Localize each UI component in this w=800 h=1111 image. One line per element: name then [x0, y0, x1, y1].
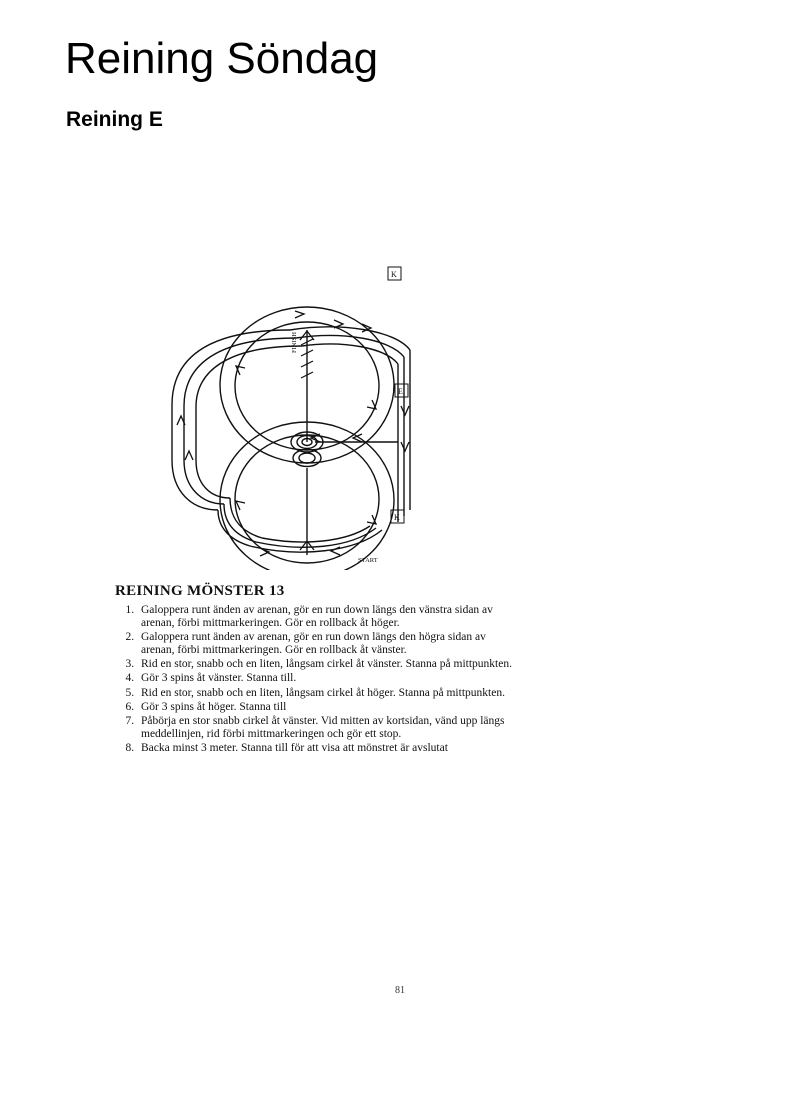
page-number: 81 — [395, 985, 405, 996]
finish-label: FINISH — [291, 332, 298, 353]
start-label: START — [358, 557, 378, 564]
list-item: 7. Påbörja en stor snabb cirkel åt vänster. Vid mitten av kortsidan, vänd upp längs meddellinjen, rid förbi mittmarkeringen och gör ett stop. — [137, 715, 515, 741]
marker-top-label: K — [391, 270, 397, 279]
marker-middle-label: E — [398, 387, 403, 396]
list-item: 6. Gör 3 spins åt höger. Stanna till — [137, 701, 515, 714]
pattern-instructions — [115, 583, 515, 757]
list-item: 4. Gör 3 spins åt vänster. Stanna till. — [137, 672, 515, 685]
pattern-heading: REINING MÖNSTER 13 — [115, 583, 285, 599]
list-item: 1. Galoppera runt änden av arenan, gör en run down längs den vänstra sidan av arenan, förbi mittmarkeringen. Gör en rollback åt höger. — [137, 604, 515, 630]
list-item: 3. Rid en stor, snabb och en liten, långsam cirkel åt vänster. Stanna på mittpunkten. — [137, 658, 515, 671]
page-title: Reining Söndag — [65, 34, 379, 83]
section-heading: Reining E — [66, 108, 163, 131]
list-item: 2. Galoppera runt änden av arenan, gör en run down längs den högra sidan av arenan, förbi mittmarkeringen. Gör en rollback åt vänster. — [137, 631, 515, 657]
list-item: 5. Rid en stor, snabb och en liten, långsam cirkel åt höger. Stanna på mittpunkten. — [137, 687, 515, 700]
list-item: 8. Backa minst 3 meter. Stanna till för att visa att mönstret är avslutat — [137, 742, 515, 755]
marker-bottom-label: K — [394, 513, 400, 522]
reining-pattern-figure — [110, 210, 530, 570]
pattern-step-list — [115, 604, 515, 755]
